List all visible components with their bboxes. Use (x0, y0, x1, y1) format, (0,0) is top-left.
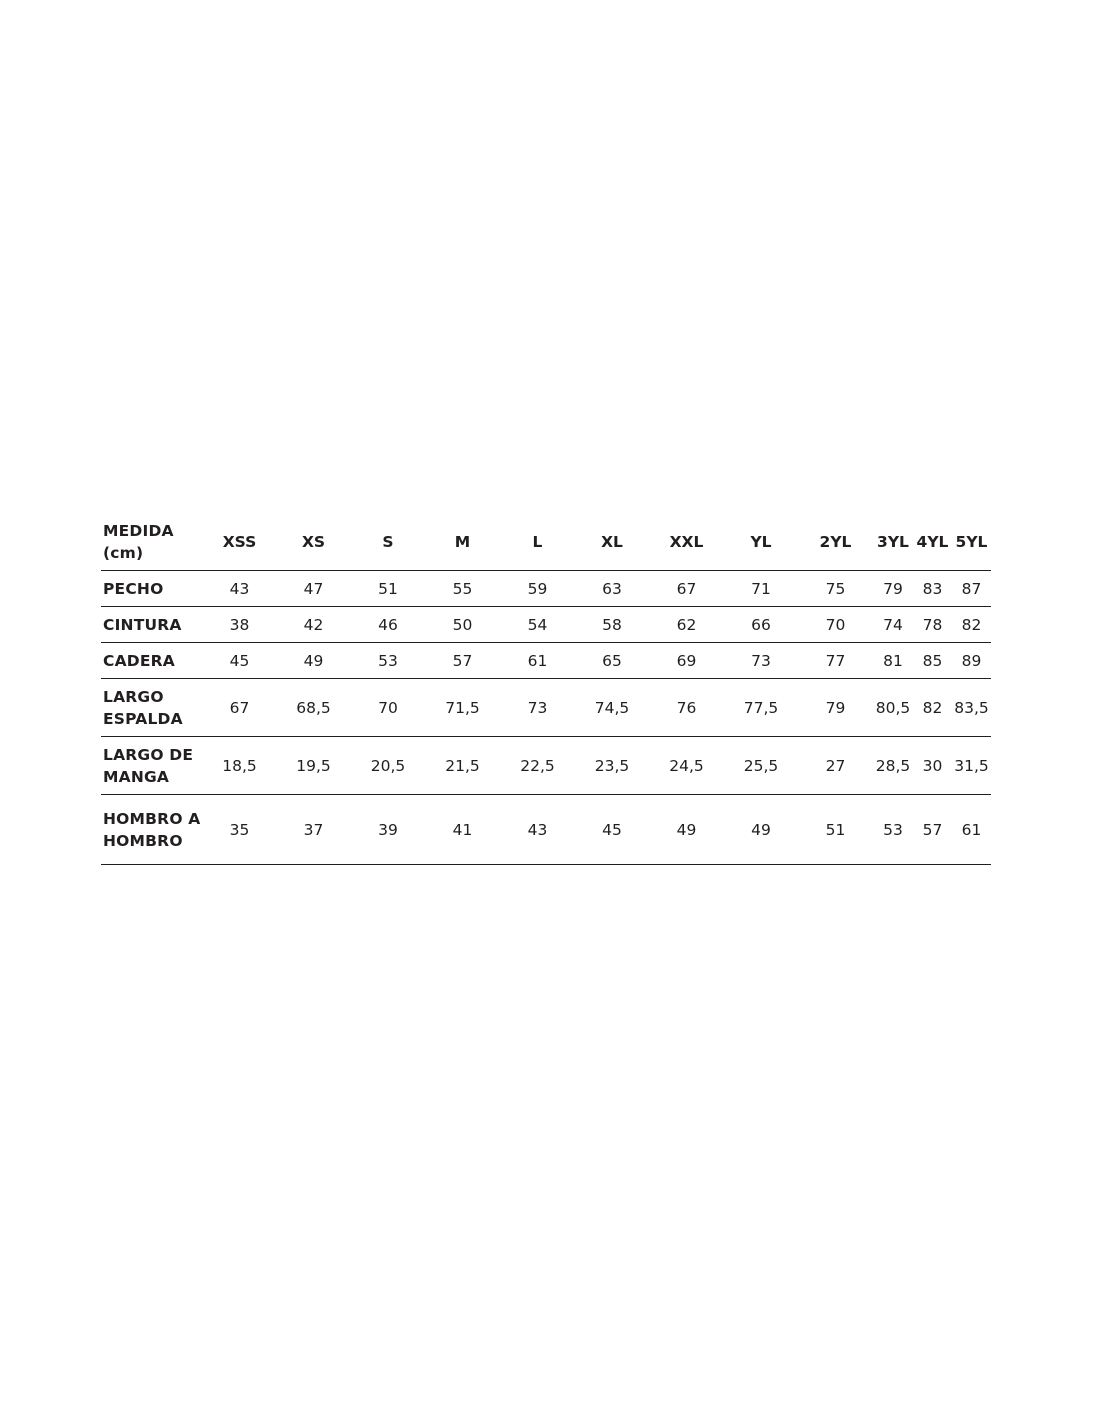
cell: 42 (276, 607, 351, 643)
cell: 71 (724, 571, 798, 607)
cell: 89 (952, 643, 991, 679)
cell: 77,5 (724, 679, 798, 737)
cell: 61 (500, 643, 575, 679)
cell: 69 (649, 643, 724, 679)
size-chart-container (101, 514, 989, 865)
cell: 43 (203, 571, 276, 607)
row-header-largo-espalda: LARGO ESPALDA (101, 679, 203, 737)
cell: 37 (276, 795, 351, 865)
cell: 76 (649, 679, 724, 737)
cell: 45 (203, 643, 276, 679)
row-header-cadera: CADERA (101, 643, 203, 679)
cell: 24,5 (649, 737, 724, 795)
cell: 43 (500, 795, 575, 865)
cell: 81 (873, 643, 913, 679)
cell: 83,5 (952, 679, 991, 737)
column-header-5yl: 5YL (952, 514, 991, 571)
cell: 68,5 (276, 679, 351, 737)
cell: 82 (913, 679, 952, 737)
cell: 57 (913, 795, 952, 865)
column-header-xl: XL (575, 514, 649, 571)
cell: 73 (500, 679, 575, 737)
column-header-2yl: 2YL (798, 514, 873, 571)
cell: 20,5 (351, 737, 425, 795)
cell: 31,5 (952, 737, 991, 795)
cell: 82 (952, 607, 991, 643)
cell: 28,5 (873, 737, 913, 795)
cell: 49 (649, 795, 724, 865)
cell: 22,5 (500, 737, 575, 795)
table-corner-header: MEDIDA (cm) (101, 514, 203, 571)
cell: 50 (425, 607, 500, 643)
cell: 25,5 (724, 737, 798, 795)
cell: 38 (203, 607, 276, 643)
cell: 55 (425, 571, 500, 607)
cell: 63 (575, 571, 649, 607)
column-header-l: L (500, 514, 575, 571)
cell: 67 (649, 571, 724, 607)
cell: 21,5 (425, 737, 500, 795)
column-header-yl: YL (724, 514, 798, 571)
cell: 80,5 (873, 679, 913, 737)
cell: 41 (425, 795, 500, 865)
cell: 71,5 (425, 679, 500, 737)
cell: 57 (425, 643, 500, 679)
cell: 51 (351, 571, 425, 607)
cell: 58 (575, 607, 649, 643)
cell: 39 (351, 795, 425, 865)
column-header-m: M (425, 514, 500, 571)
cell: 65 (575, 643, 649, 679)
cell: 49 (276, 643, 351, 679)
table-row (101, 737, 991, 795)
table-body (101, 571, 991, 865)
table-row (101, 679, 991, 737)
cell: 87 (952, 571, 991, 607)
cell: 77 (798, 643, 873, 679)
cell: 27 (798, 737, 873, 795)
cell: 78 (913, 607, 952, 643)
cell: 62 (649, 607, 724, 643)
cell: 70 (798, 607, 873, 643)
cell: 70 (351, 679, 425, 737)
table-row (101, 571, 991, 607)
column-header-xss: XSS (203, 514, 276, 571)
cell: 66 (724, 607, 798, 643)
column-header-s: S (351, 514, 425, 571)
cell: 35 (203, 795, 276, 865)
column-header-xs: XS (276, 514, 351, 571)
cell: 53 (351, 643, 425, 679)
column-header-xxl: XXL (649, 514, 724, 571)
cell: 67 (203, 679, 276, 737)
column-header-4yl: 4YL (913, 514, 952, 571)
cell: 45 (575, 795, 649, 865)
cell: 49 (724, 795, 798, 865)
cell: 51 (798, 795, 873, 865)
cell: 74 (873, 607, 913, 643)
table-header-row (101, 514, 991, 571)
cell: 23,5 (575, 737, 649, 795)
row-header-cintura: CINTURA (101, 607, 203, 643)
cell: 85 (913, 643, 952, 679)
cell: 53 (873, 795, 913, 865)
cell: 79 (798, 679, 873, 737)
column-header-3yl: 3YL (873, 514, 913, 571)
cell: 75 (798, 571, 873, 607)
table-row (101, 795, 991, 865)
cell: 46 (351, 607, 425, 643)
cell: 19,5 (276, 737, 351, 795)
table-row (101, 643, 991, 679)
size-chart-table (101, 514, 991, 865)
cell: 54 (500, 607, 575, 643)
row-header-pecho: PECHO (101, 571, 203, 607)
cell: 79 (873, 571, 913, 607)
cell: 83 (913, 571, 952, 607)
row-header-largo-de-manga: LARGO DE MANGA (101, 737, 203, 795)
cell: 18,5 (203, 737, 276, 795)
cell: 73 (724, 643, 798, 679)
cell: 59 (500, 571, 575, 607)
cell: 47 (276, 571, 351, 607)
table-header (101, 514, 991, 571)
cell: 74,5 (575, 679, 649, 737)
cell: 61 (952, 795, 991, 865)
row-header-hombro-a-hombro: HOMBRO A HOMBRO (101, 795, 203, 865)
table-row (101, 607, 991, 643)
cell: 30 (913, 737, 952, 795)
